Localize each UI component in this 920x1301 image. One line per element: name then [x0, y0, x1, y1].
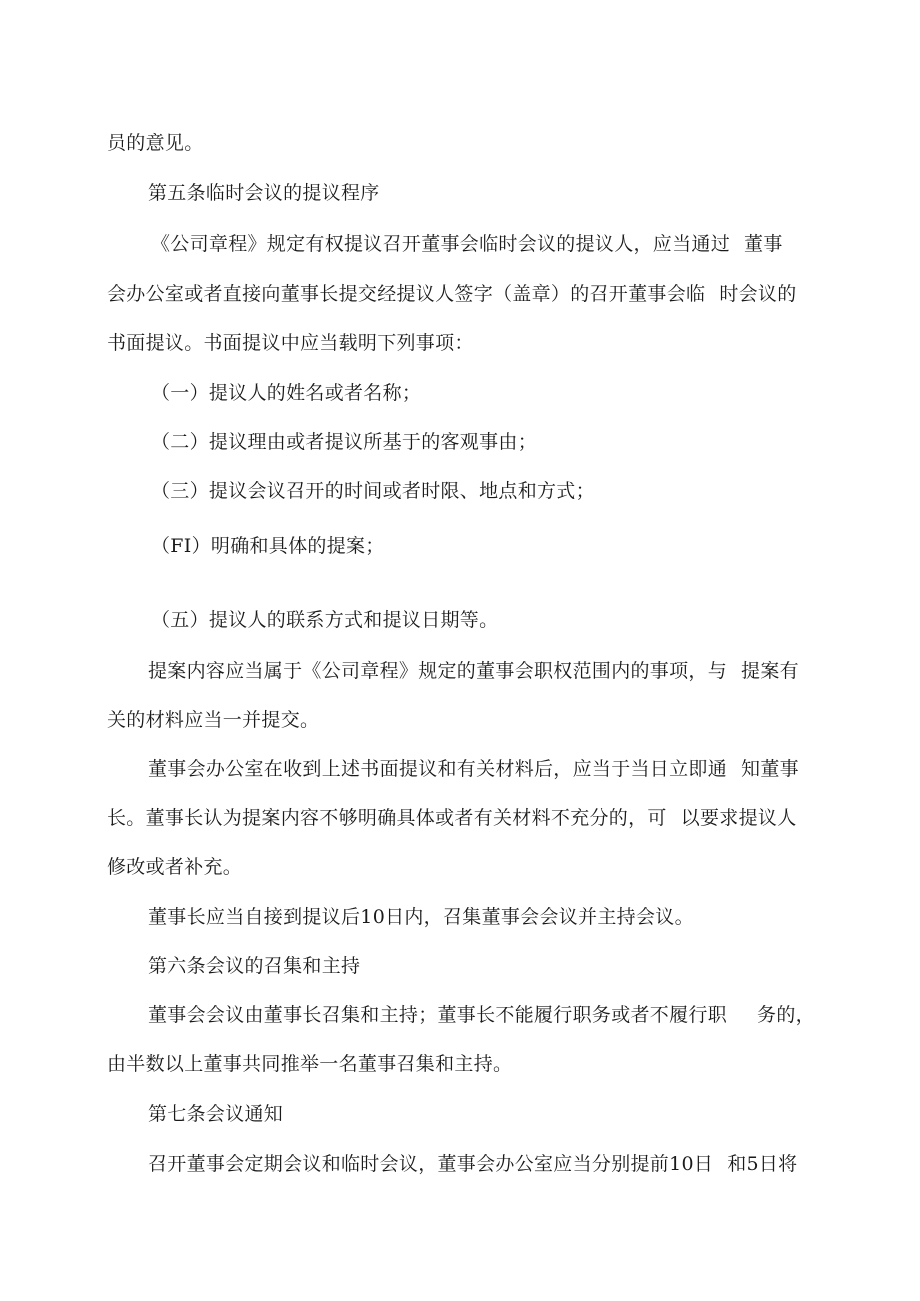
line-text: 第七条会议通知 [148, 1103, 284, 1125]
line-text: 第五条临时会议的提议程序 [148, 182, 380, 204]
line-text: （FI）明确和具体的提案； [151, 535, 385, 557]
line-text: 第六条会议的召集和主持 [148, 955, 361, 977]
line-text: 员的意见。 [107, 132, 204, 154]
line-text: （一）提议人的姓名或者名称； [151, 382, 422, 404]
text-line [107, 331, 474, 355]
list-item [151, 381, 421, 405]
line-text: （五）提议人的联系方式和提议日期等。 [151, 609, 499, 631]
line-text: 关的材料应当一并提交。 [107, 709, 320, 731]
text-line [148, 1003, 815, 1027]
line-text: 知董事 [741, 758, 799, 780]
line-text: 时会议的 [719, 283, 797, 305]
section-heading [148, 181, 380, 205]
text-line [148, 1152, 797, 1176]
text-line [107, 1052, 512, 1076]
list-item [151, 534, 385, 558]
text-line [107, 806, 797, 830]
line-text: 召开董事会定期会议和临时会议，董事会办公室应当分别提前10日 [148, 1153, 714, 1175]
text-line [107, 282, 797, 306]
text-line [107, 131, 204, 155]
text-line [148, 905, 694, 929]
text-line [107, 855, 242, 879]
line-text: 董事会会议由董事长召集和主持；董事长不能履行职务或者不履行职 [148, 1004, 728, 1026]
text-line [151, 232, 783, 256]
line-text: 修改或者补充。 [107, 856, 243, 878]
text-line [148, 757, 799, 781]
line-text: 会办公室或者直接向董事长提交经提议人签字（盖章）的召开董事会临 [107, 283, 706, 305]
line-text: 书面提议。书面提议中应当载明下列事项： [107, 332, 474, 354]
line-text: 长。董事长认为提案内容不够明确具体或者有关材料不充分的，可 [107, 807, 667, 829]
text-line [107, 708, 319, 732]
text-line [148, 659, 799, 683]
line-text: 提案有 [741, 660, 799, 682]
line-text: 务的， [757, 1004, 815, 1026]
line-text: （三）提议会议召开的时间或者时限、地点和方式； [151, 480, 595, 502]
line-text: 提案内容应当属于《公司章程》规定的董事会职权范围内的事项，与 [148, 660, 728, 682]
line-text: 和5日将 [727, 1153, 798, 1175]
list-item [151, 608, 498, 632]
line-text: 《公司章程》规定有权提议召开董事会临时会议的提议人，应当通过 [151, 233, 731, 255]
list-item [151, 430, 537, 454]
section-heading [148, 1102, 283, 1126]
line-text: （二）提议理由或者提议所基于的客观事由； [151, 431, 538, 453]
section-heading [148, 954, 360, 978]
list-item [151, 479, 595, 503]
line-text: 由半数以上董事共同推举一名董事召集和主持。 [107, 1053, 513, 1075]
line-text: 董事长应当自接到提议后10日内，召集董事会会议并主持会议。 [148, 906, 694, 928]
line-text: 董事会办公室在收到上述书面提议和有关材料后，应当于当日立即通 [148, 758, 728, 780]
line-text: 董事 [744, 233, 783, 255]
line-text: 以要求提议人 [680, 807, 797, 829]
